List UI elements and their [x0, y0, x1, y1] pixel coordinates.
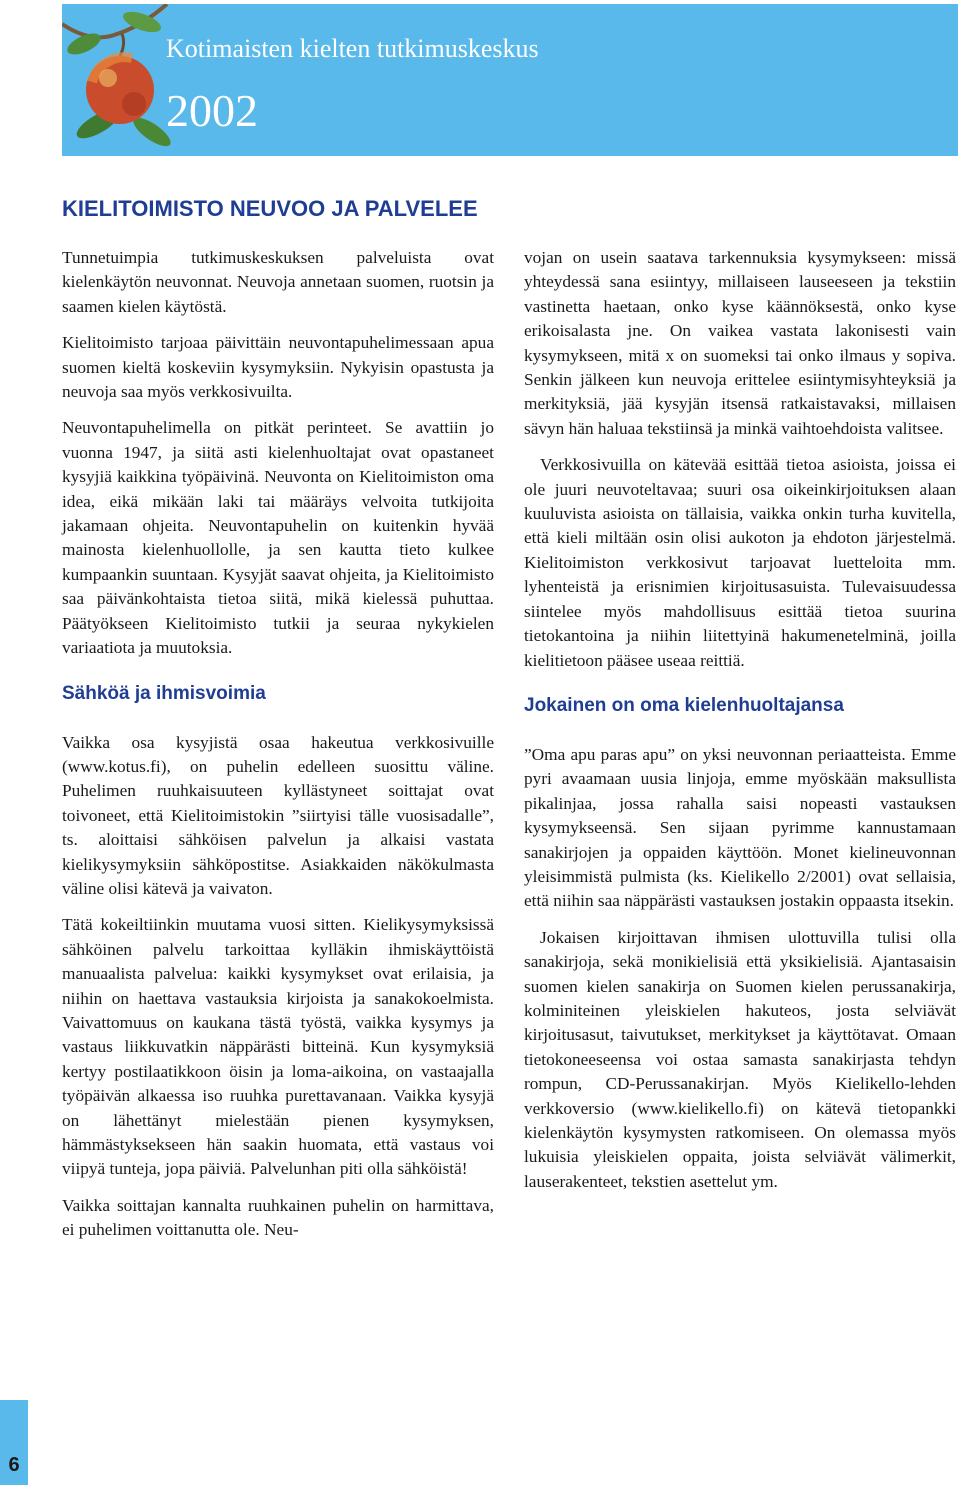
body-paragraph: Verkkosivuilla on kätevää esittää tietoa asioista, joissa ei ole juuri neuvoteltavaa; suuri osa oikeinkirjoituksen alaan kuuluvista asioista on tällaisia, vaikka onkin turha kuvitella, että kieli miltään osin olisi aukoton ja ehdoton järjestelmä. Kielitoimiston verkkosivut tarjoavat luetteloita mm. lyhenteistä ja erisnimien kirjoitusasuista. Tulevaisuudessa siintelee myös mahdollisuus esittää tietoa suurina tietokantoina ja niihin liitettyinä hakumenetelminä, joilla kielitietoon pääsee useaa reittiä. [524, 455, 956, 670]
intro-paragraph: Tunnetuimpia tutkimuskeskuksen palveluista ovat kielenkäytön neuvonnat. Neuvoja annetaan suomen, ruotsin ja saamen kielen käytöstä. [62, 248, 494, 316]
body-paragraph: ”Oma apu paras apu” on yksi neuvonnan periaatteista. Emme pyri avaamaan uusia linjoja, emme myöskään maksullista pikalinjaa, jossa rahalla saisi nopeasti vastauksen kysymykseensä. Sen sijaan pyrimme kannustamaan sanakirjojen ja oppaiden käyttöön. Monet kielineuvonnan yleisimmistä pulmista (ks. Kielikello 2/2001) ovat sellaisia, että niihin saa näppärästi vastauksen jostakin oppaasta itsekin. [524, 744, 956, 911]
page-number-tab: 6 [0, 1400, 28, 1485]
header-banner [62, 4, 958, 156]
left-column [62, 246, 494, 1255]
body-paragraph: Vaikka osa kysyjistä osaa hakeutua verkkosivuille (www.kotus.fi), on puhelin edelleen suosittu väline. Puhelimen ruuhkaisuuteen kyllästyneet soittajat ovat toivoneet, että Kielitoimistokin ”siirtyisi tälle vuosisadalle”, ts. aloittaisi sähköisen palvelun ja alkaisi vastata kielikysymyksiin sähköpostitse. Asiakkaiden näkökulmasta väline olisi kätevä ja vaivaton. [62, 732, 494, 898]
section-heading-sahkoa: Sähköä ja ihmisvoimia [62, 682, 266, 704]
intro-paragraph: Kielitoimisto tarjoaa päivittäin neuvontapuhelimessaan apua suomen kieltä koskeviin kysymyksiin. Nykyisin opastusta ja neuvoja saa myös verkkosivuilta. [62, 333, 494, 402]
intro-paragraph: Neuvontapuhelimella on pitkät perinteet. Se avattiin jo vuonna 1947, ja siitä asti kielenhuoltajat ovat opastaneet kysyjiä kaikkina työpäivinä. Neuvonta on Kielitoimiston oma idea, eikä mikään laki tai määräys velvoita tutkijoita jakamaan ohjeita. Neuvontapuhelin on kuitenkin hyvää mainosta kielenhuollolle, ja sen kautta tieto kulkee kumpaankin suuntaan. Kysyjät saavat ohjeita, ja Kielitoimisto saa päivänkohtaista tietoa siitä, mikä kielessä puhuttaa. Päätyökseen Kielitoimisto tutkii ja seuraa nykykielen variaatiota ja muutoksia. [62, 418, 494, 658]
body-paragraph: Vaikka soittajan kannalta ruuhkainen puhelin on harmittava, ei puhelimen voittanutta ole. Neu- [62, 1195, 494, 1240]
body-paragraph: vojan on usein saatava tarkennuksia kysymykseen: missä yhteydessä sana esiintyy, millaiseen lauseeseen ja tekstiin vastinetta haetaan, onko kyse käännöksestä, onko kyse erikoisalasta jne. On vaikea vastata lakonisesti vain kysymykseen, mitä x on suomeksi tai onko ilmaus y sopiva. Senkin jälkeen kun neuvoja erittelee esiintymisyhteyksiä ja merkityksiä, jää kysyjän itsensä ratkaistavaksi, millaisen sävyn hän haluaa tekstiinsä ja minkä vaihtoehdoista valitsee. [524, 248, 956, 438]
section-heading-jokainen: Jokainen on oma kielenhuoltajansa [524, 694, 844, 716]
body-paragraph: Jokaisen kirjoittavan ihmisen ulottuvilla tulisi olla sanakirjoja, sekä monikielisiä että yksikielisiä. Ajantasaisin suomen kielen sanakirja on Suomen kielen perussanakirja, kolminiteinen yleiskielen hakuteos, josta selviävät kirjoitusasut, taivutukset, merkitykset ja käyttötavat. Omaan tietokoneeseensa voi ostaa samasta sanakirjasta tehdyn rompun, CD-Perussanakirjan. Myös Kielikello-lehden verkkoversio (www.kielikello.fi) on kätevä tietopankki kielenkäytön kysymysten ratkomiseen. On olemassa myös lukuisia yleiskielen oppaita, joista selviävät välimerkit, lauserakenteet, tekstien asettelut ym. [524, 927, 956, 1191]
article-heading: KIELITOIMISTO NEUVOO JA PALVELEE [62, 196, 478, 221]
organization-name: Kotimaisten kielten tutkimuskeskus [166, 34, 539, 63]
right-column [524, 246, 956, 1206]
body-paragraph: Tätä kokeiltiinkin muutama vuosi sitten. Kielikysymyksissä sähköinen palvelu tarkoittaa kylläkin ihmiskäyttöistä manuaalista palvelua: kaikki kysymykset ovat erilaisia, ja niihin on haettava vastauksia kirjoista ja sanakokoelmista. Vaivattomuus on kaukana tästä työstä, vaikka kysymys ja vastaus liikkuvatkin näppärästi bitteinä. Kun kysymyksiä kertyy postilaatikkoon öisin ja loma-aikoina, on vastaajalla työpäivän alkaessa iso ruuhka purettavanaan. Vaikka kysyjä on lähettänyt mielestään pienen kysymyksen, hämmästyksekseen hän saakin huomata, että vastaus voi viipyä tunteja, jopa päiviä. Palvelunhan piti olla sähköistä! [62, 915, 494, 1179]
publication-year: 2002 [166, 85, 258, 136]
apple-branch-illustration [62, 4, 172, 156]
